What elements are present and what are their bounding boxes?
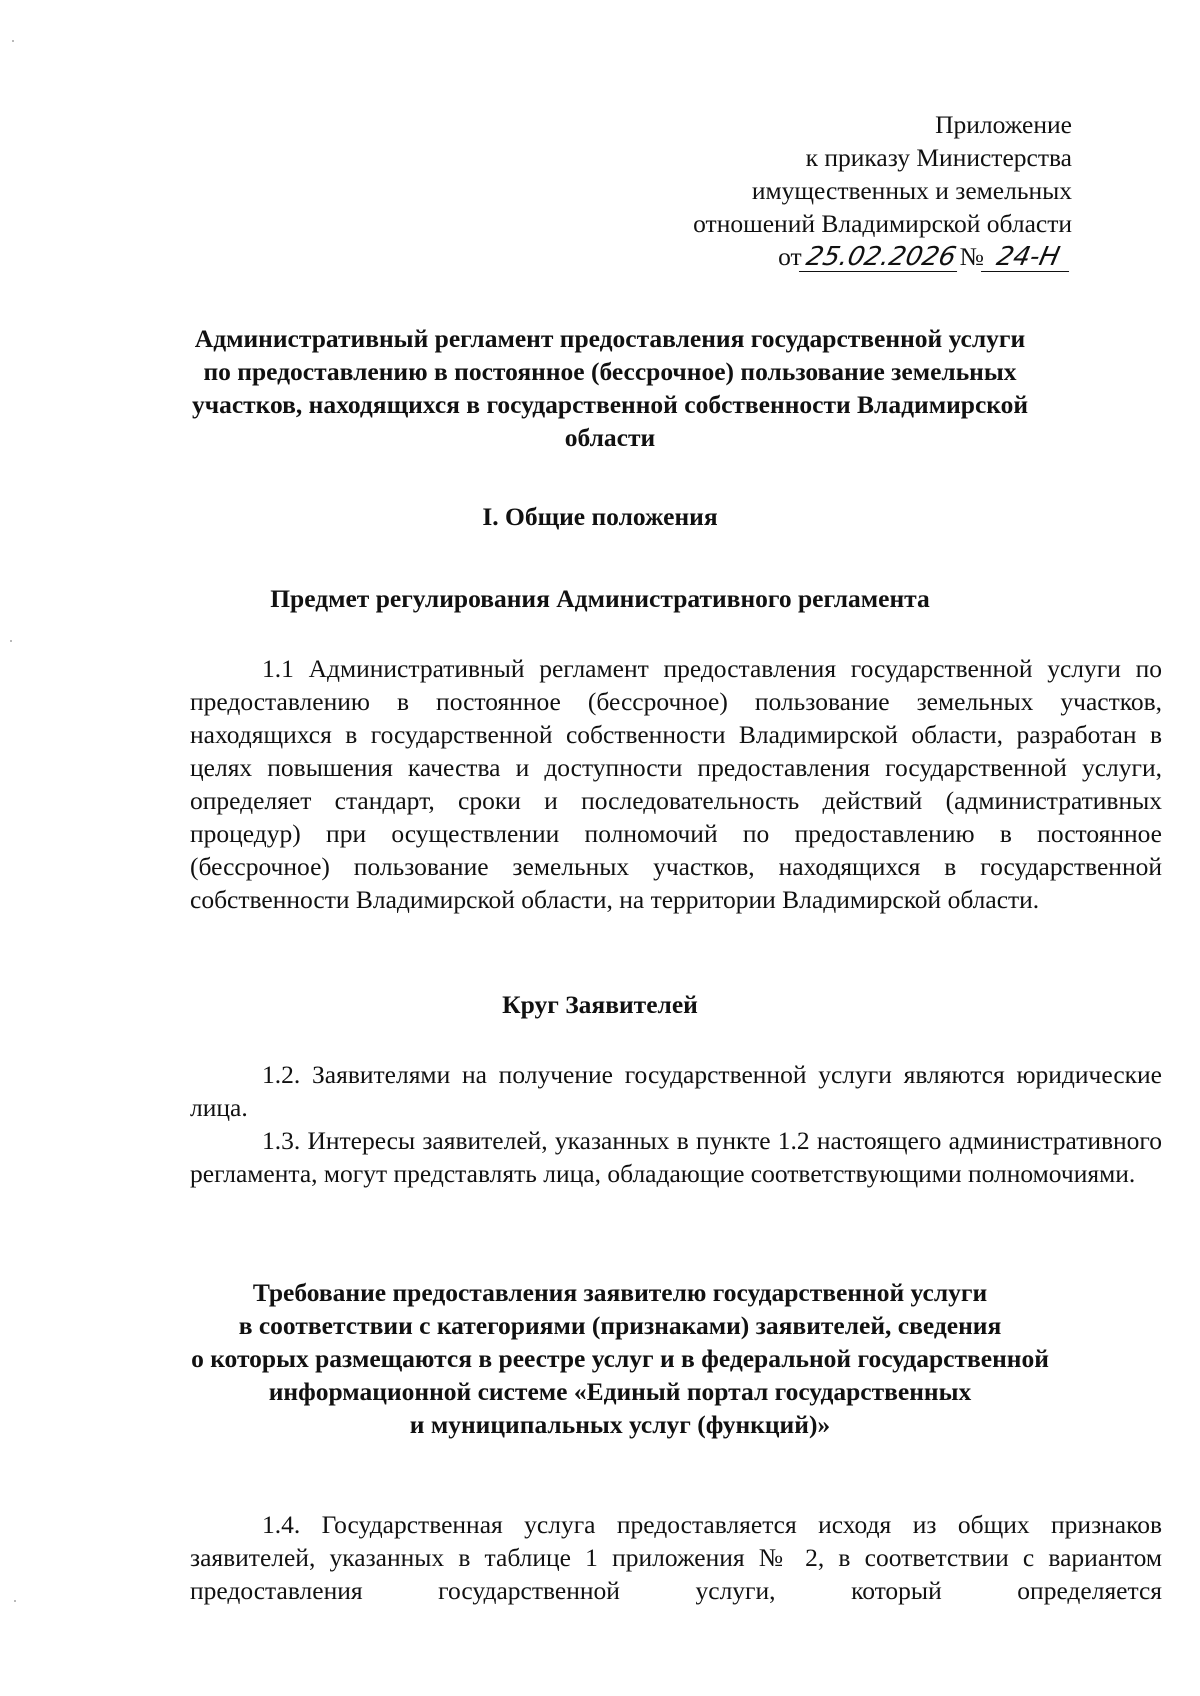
section-heading-general: I. Общие положения	[482, 502, 718, 531]
handwritten-date: 25.02.2026	[799, 243, 963, 272]
requirement-heading-line-3: о которых размещаются в реестре услуг и в федеральной государственной	[191, 1344, 1049, 1373]
paragraph-1-3-text: 1.3. Интересы заявителей, указанных в пункте 1.2 настоящего административного регламента, могут представлять лица, обладающие соответствующими полномочиями.	[190, 1126, 1162, 1188]
paragraph-1-3	[190, 1124, 1162, 1190]
appendix-line-3: имущественных и земельных	[751, 176, 1072, 205]
scan-speck	[14, 1600, 16, 1602]
document-title: Административный регламент предоставления государственной услуги по предоставлению в постоянное (бессрочное) пользование земельных участков, находящихся в государственной собственности Владимирской области	[191, 324, 1029, 452]
order-date-number-line	[778, 240, 1072, 273]
requirement-heading-line-4: информационной системе «Единый портал государственных	[268, 1377, 972, 1406]
appendix-line-2: к приказу Министерства	[805, 143, 1072, 172]
paragraph-1-4	[190, 1508, 1162, 1607]
paragraph-1-1	[190, 652, 1162, 916]
requirement-heading	[180, 1276, 1060, 1441]
paragraph-1-2-text: 1.2. Заявителями на получение государственной услуги являются юридические лица.	[190, 1060, 1162, 1122]
applicants-heading: Круг Заявителей	[502, 990, 698, 1019]
appendix-block	[693, 108, 1072, 273]
scan-speck	[10, 640, 12, 642]
paragraph-1-2	[190, 1058, 1162, 1124]
requirement-heading-line-2: в соответствии с категориями (признаками) заявителей, сведения	[238, 1311, 1002, 1340]
scan-speck	[12, 40, 14, 42]
requirement-heading-line-5: и муниципальных услуг (функций)»	[409, 1410, 831, 1439]
appendix-line-4: отношений Владимирской области	[693, 209, 1072, 238]
appendix-line-1: Приложение	[935, 110, 1072, 139]
date-prefix: от	[778, 242, 802, 271]
paragraph-1-4-text: 1.4. Государственная услуга предоставляется исходя из общих признаков заявителей, указанных в таблице 1 приложения № 2, в соответствии с вариантом предоставления государственной услуги, который определяется	[190, 1510, 1162, 1605]
paragraph-1-1-text: 1.1 Административный регламент предоставления государственной услуги по предоставлению в постоянное (бессрочное) пользование земельных участков, находящихся в государственной собственности Владимирской области, разработан в целях повышения качества и доступности предоставления государственной услуги, определяет стандарт, сроки и последовательность действий (административных процедур) при осуществлении полномочий по предоставлению в постоянное (бессрочное) пользование земельных участков, находящихся в государственной собственности Владимирской области, на территории Владимирской области.	[190, 654, 1162, 914]
requirement-heading-line-1: Требование предоставления заявителю государственной услуги	[252, 1278, 988, 1307]
number-prefix: №	[959, 242, 984, 271]
subject-heading: Предмет регулирования Административного регламента	[270, 584, 930, 613]
handwritten-number: 24-Н	[981, 243, 1075, 272]
